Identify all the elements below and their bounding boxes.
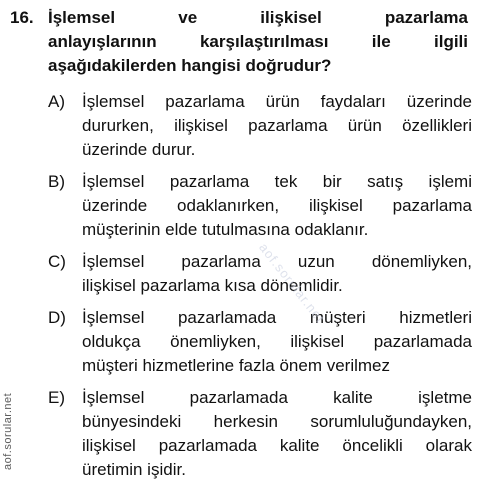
question-number: 16. — [10, 8, 34, 27]
option-line: İşlemsel pazarlama tek bir satış işlemi — [82, 172, 472, 191]
option-line: müşteri hizmetlerine fazla önem verilmez — [82, 356, 390, 375]
option-line: üzerinde odaklanırken, ilişkisel pazarlama — [82, 196, 472, 215]
question-stem — [48, 6, 468, 78]
option-letter: C) — [48, 252, 66, 271]
option-line: müşterinin elde tutulmasına odaklanır. — [82, 220, 369, 239]
option-line: İşlemsel pazarlamada kalite işletme — [82, 388, 472, 407]
option-line: ilişkisel pazarlama kısa dönemlidir. — [82, 276, 343, 295]
option-line: İşlemsel pazarlama ürün faydaları üzerinde — [82, 92, 472, 111]
option-text — [82, 386, 472, 482]
option-line: dururken, ilişkisel pazarlama ürün özellikleri — [82, 116, 472, 135]
option-line: ilişkisel pazarlamada kalite öncelikli olarak — [82, 436, 472, 455]
option-line: üretimin işidir. — [82, 460, 186, 479]
stem-line: İşlemsel ve ilişkisel pazarlama — [48, 8, 468, 27]
option-letter: A) — [48, 92, 65, 111]
stem-line: anlayışlarının karşılaştırılması ile ilgili — [48, 32, 468, 51]
option-letter: E) — [48, 388, 65, 407]
option-line: İşlemsel pazarlama uzun dönemliyken, — [82, 252, 472, 271]
option-line: üzerinde durur. — [82, 140, 196, 159]
option-text — [82, 170, 472, 242]
option-line: oldukça önemliyken, ilişkisel pazarlamada — [82, 332, 472, 351]
option-line: bünyesindeki herkesin sorumluluğundayken, — [82, 412, 472, 431]
diagonal-watermark: aof.sorular.net — [256, 240, 328, 326]
option-text — [82, 90, 472, 162]
option-line: İşlemsel pazarlamada müşteri hizmetleri — [82, 308, 472, 327]
option-letter: D) — [48, 308, 66, 327]
side-watermark: aof.sorular.net — [2, 392, 14, 470]
stem-line: aşağıdakilerden hangisi doğrudur? — [48, 56, 332, 75]
option-text — [82, 306, 472, 378]
option-letter: B) — [48, 172, 65, 191]
